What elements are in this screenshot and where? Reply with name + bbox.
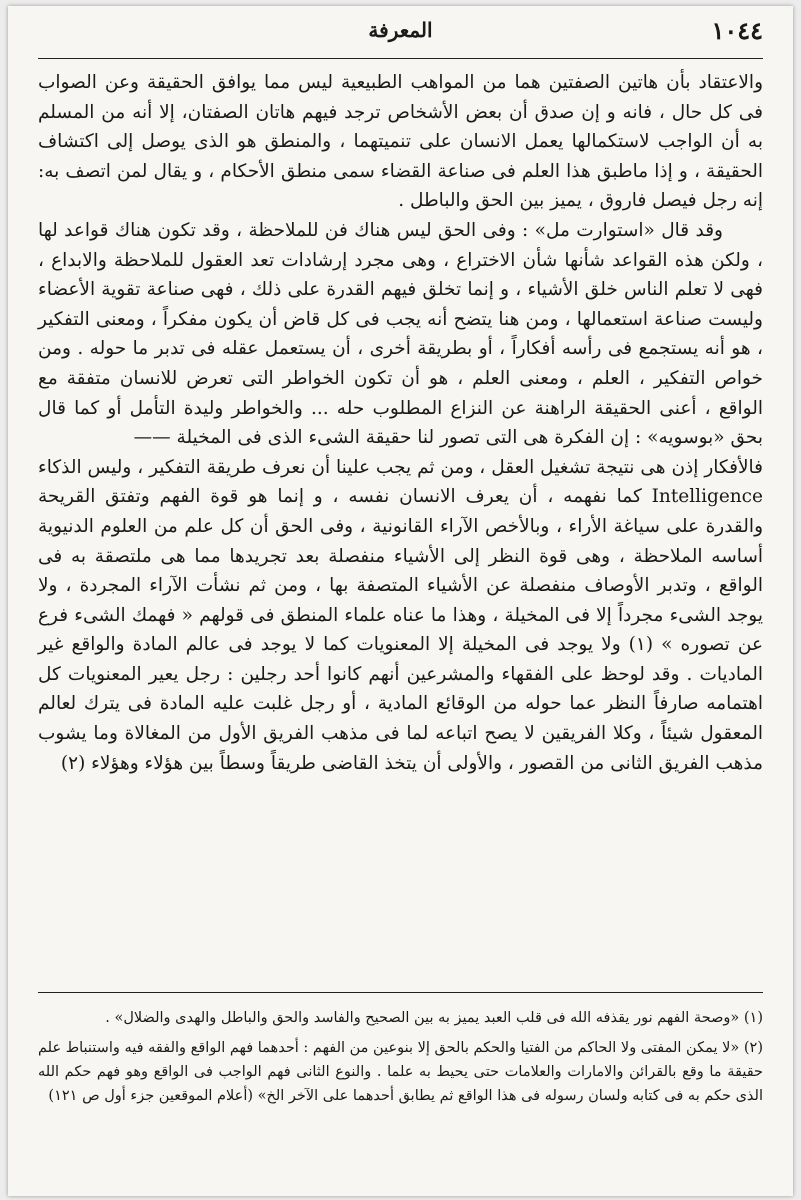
running-title: المعرفة: [368, 18, 433, 42]
paragraph-3: [38, 453, 763, 779]
page-number: ١٠٤٤: [711, 16, 763, 45]
book-page: [8, 6, 793, 1196]
footnotes: [38, 1006, 763, 1114]
main-text: [38, 68, 763, 778]
paragraph-3-part-2: كما نفهمه ، أن يعرف الانسان نفسه ، و إنما هو قوة الفهم وتفتق القريحة والقدرة على سياغة الأراء ، وبالأخص الآراء القانونية ، وفى الحق أن كل علم من العلوم الدنيوية أساسه الملاحظة ، وهى قوة النظر إلى الأشياء منفصلة بعد تجريدها مما هى ملتصقة به فى الواقع ، وتدبر الأوصاف منفصلة عن الأشياء المتصفة بها ، ومن ثم نشأت الآراء المجردة ، ولا يوجد الشىء مجرداً إلا فى المخيلة ، وهذا ما عناه علماء المنطق فى قولهم « فهمك الشىء فرع عن تصوره » (١) ولا يوجد فى المخيلة إلا المعنويات كما لا يوجد فى عالم المادة والواقع غير الماديات . وقد لوحظ على الفقهاء والمشرعين أنهم كانوا أحد رجلين : رجل يعير المعنويات كل اهتمامه صارفاً النظر عما حوله من الوقائع المادية ، أو رجل غلبت عليه المادة فى يترك لعالم المعقول شيئاً ، وكلا الفريقين لا يصح اتباعه لما فى مذهب الفريق الأول من المغالاة وما يشوب مذهب الفريق الثانى من القصور ، والأولى أن يتخذ القاضى طريقاً وسطاً بين هؤلاء وهؤلاء (٢): [38, 486, 763, 774]
paragraph-3-part-1: فالأفكار إذن هى نتيجة تشغيل العقل ، ومن ثم يجب علينا أن نعرف طريقة التفكير ، وليس الذكاء: [38, 456, 763, 478]
footnote-2: (٢) «لا يمكن المفتى ولا الحاكم من الفتيا والحكم بالحق إلا بنوعين من الفهم : أحدهما فهم الواقع والفقه فيه واستنباط علم حقيقة ما وقع بالقرائن والامارات والعلامات حتى يحيط به علما . والنوع الثانى فهم الواجب فى الواقع وهو فهم حكم الله الذى حكم به فى كتابه ولسان رسوله فى هذا الواقع ثم يطابق أحدهما على الآخر الخ» (أعلام الموقعين جزء أول ص ١٢١): [38, 1040, 763, 1104]
paragraph-1: والاعتقاد بأن هاتين الصفتين هما من المواهب الطبيعية ليس مما يوافق الحقيقة وعن الصواب فى كل حال ، فانه و إن صدق أن بعض الأشخاص ترجد فيهم هاتان الصفتان، إلا أنه من المسلم به أن الواجب لاستكمالها يعمل الانسان على تنميتهما ، والمنطق هو الذى يوصل إلى اكتشاف الحقيقة ، و إذا ماطبق هذا العلم فى صناعة القضاء سمى منطق الأحكام ، و يقال لمن اتصف به: إنه رجل فيصل فاروق ، يميز بين الحق والباطل .: [38, 72, 763, 212]
paragraph-2: وقد قال «استوارت مل» : وفى الحق ليس هناك فن للملاحظة ، وقد تكون هناك قواعد لها ، ولكن هذه القواعد شأنها شأن الاختراع ، وهى مجرد إرشادات تعد العقول للملاحظة والابداع ، فهى لا تعلم الناس خلق الأشياء ، و إنما تخلق فيهم القدرة على ذلك ، فهى صناعة تقوية الأعضاء وليست صناعة استعمالها ، ومن هنا يتضح أنه يجب فى كل قاض أن يكون مفكراً ، ومعنى التفكير ، هو أنه يستجمع فى رأسه أفكاراً ، أو بطريقة أخرى ، أن يستعمل عقله فى تدبر ما حوله . ومن خواص التفكير ، العلم ، ومعنى العلم ، هو أن تكون الخواطر التى تعرض للانسان متفقة مع الواقع ، أعنى الحقيقة الراهنة عن النزاع المطلوب حله ... والخواطر وليدة التأمل أو كما قال بحق «بوسويه» : إن الفكرة هى التى تصور لنا حقيقة الشىء الذى فى المخيلة ——: [38, 219, 763, 449]
footnote-rule: [38, 992, 763, 993]
header-rule: [38, 58, 763, 59]
latin-term: Intelligence: [651, 486, 763, 508]
page-header: [8, 16, 793, 52]
footnote-1: (١) «وصحة الفهم نور يقذفه الله فى قلب العبد يميز به بين الصحيح والفاسد والحق والباطل والهدى والضلال» .: [105, 1010, 763, 1026]
